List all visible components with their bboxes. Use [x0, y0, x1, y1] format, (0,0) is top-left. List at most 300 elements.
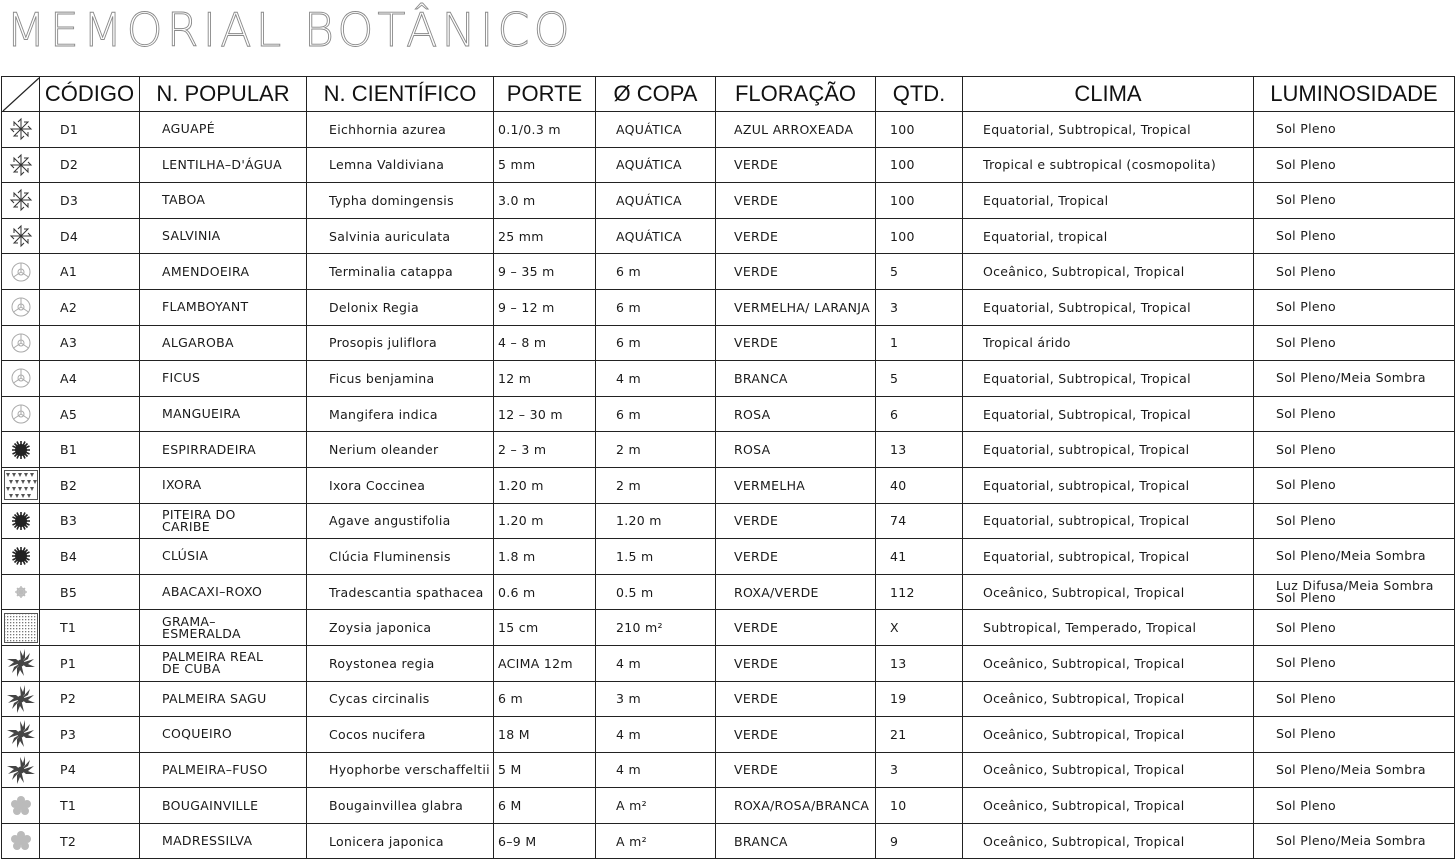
cell-cientifico: Lemna Valdiviana: [307, 147, 494, 183]
symbol-cell: [2, 361, 40, 397]
table-row: [2, 361, 1455, 397]
cell-porte: 12 m: [494, 361, 596, 397]
cell-cientifico: Ficus benjamina: [307, 361, 494, 397]
cell-floracao: VERDE: [716, 325, 876, 361]
cell-clima: Equatorial, Subtropical, Tropical: [963, 361, 1254, 397]
cell-cientifico: Terminalia catappa: [307, 254, 494, 290]
cell-porte: 6 M: [494, 788, 596, 824]
cell-cientifico: Eichhornia azurea: [307, 112, 494, 148]
cell-cientifico: Prosopis juliflora: [307, 325, 494, 361]
cell-qtd: 21: [876, 717, 963, 753]
cell-luminosidade: [1254, 645, 1455, 681]
cell-qtd: 74: [876, 503, 963, 539]
cell-codigo: D2: [40, 147, 140, 183]
cell-porte: 18 M: [494, 717, 596, 753]
cell-codigo: B3: [40, 503, 140, 539]
table-row: [2, 289, 1455, 325]
cell-copa: 1.20 m: [596, 503, 716, 539]
cell-popular-text: SALVINIA: [162, 228, 221, 244]
cell-popular-text: BOUGAINVILLE: [162, 797, 259, 813]
cell-copa: AQUÁTICA: [596, 147, 716, 183]
diagonal-line-icon: [2, 77, 40, 112]
cell-floracao: BRANCA: [716, 823, 876, 859]
header-popular: N. POPULAR: [140, 77, 307, 112]
symbol-cell: [2, 788, 40, 824]
cell-floracao: VERDE: [716, 539, 876, 575]
cell-popular-text: PALMEIRA REAL DE CUBA: [162, 649, 264, 677]
cell-luminosidade: [1254, 396, 1455, 432]
cell-clima: Equatorial, Tropical: [963, 183, 1254, 219]
cell-floracao: VERMELHA/ LARANJA: [716, 289, 876, 325]
cell-luminosidade: [1254, 183, 1455, 219]
aquatic-plant-icon: [2, 117, 39, 141]
cell-copa: 4 m: [596, 361, 716, 397]
cell-luminosidade: [1254, 788, 1455, 824]
cell-popular-text: IXORA: [162, 477, 202, 493]
table-row: [2, 823, 1455, 859]
cell-copa: 6 m: [596, 325, 716, 361]
cell-clima: Oceânico, Subtropical, Tropical: [963, 645, 1254, 681]
cell-qtd: 10: [876, 788, 963, 824]
cell-copa: A m²: [596, 823, 716, 859]
cell-luminosidade-text: Sol Pleno/Meia Sombra: [1276, 548, 1426, 564]
cell-porte: 4 – 8 m: [494, 325, 596, 361]
cell-luminosidade: [1254, 681, 1455, 717]
table-row: [2, 574, 1455, 610]
cell-floracao: ROXA/VERDE: [716, 574, 876, 610]
cell-porte: 0.1/0.3 m: [494, 112, 596, 148]
cell-popular: [140, 183, 307, 219]
cell-porte: 15 cm: [494, 610, 596, 646]
cell-codigo: D1: [40, 112, 140, 148]
cell-porte: 1.20 m: [494, 503, 596, 539]
cell-popular-text: AGUAPÉ: [162, 121, 215, 137]
cell-floracao: VERDE: [716, 254, 876, 290]
cell-porte: 2 – 3 m: [494, 432, 596, 468]
cell-luminosidade-text: Sol Pleno/Meia Sombra: [1276, 370, 1426, 386]
cell-qtd: 19: [876, 681, 963, 717]
cell-codigo: P2: [40, 681, 140, 717]
cell-codigo: A3: [40, 325, 140, 361]
table-row: [2, 610, 1455, 646]
tree-circle-icon: [2, 331, 39, 355]
cell-luminosidade-text: Sol Pleno: [1276, 121, 1336, 137]
header-clima: CLIMA: [963, 77, 1254, 112]
cell-clima: Oceânico, Subtropical, Tropical: [963, 823, 1254, 859]
cell-luminosidade-text: Sol Pleno: [1276, 619, 1336, 635]
cell-popular: [140, 467, 307, 503]
cell-copa: AQUÁTICA: [596, 112, 716, 148]
palm-icon: [2, 755, 39, 785]
cell-copa: A m²: [596, 788, 716, 824]
symbol-cell: [2, 503, 40, 539]
tree-circle-icon: [2, 402, 39, 426]
cell-porte: 6–9 M: [494, 823, 596, 859]
cell-popular-text: MADRESSILVA: [162, 833, 253, 849]
cell-copa: 1.5 m: [596, 539, 716, 575]
cell-popular-text: FLAMBOYANT: [162, 299, 249, 315]
cell-cientifico: Hyophorbe verschaffeltii: [307, 752, 494, 788]
cell-clima: Oceânico, Subtropical, Tropical: [963, 717, 1254, 753]
cell-floracao: ROXA/ROSA/BRANCA: [716, 788, 876, 824]
cell-cientifico: Roystonea regia: [307, 645, 494, 681]
cell-codigo: A1: [40, 254, 140, 290]
table-row: [2, 218, 1455, 254]
cell-popular-text: TABOA: [162, 192, 206, 208]
cell-codigo: P1: [40, 645, 140, 681]
cell-popular: [140, 681, 307, 717]
cell-cientifico: Delonix Regia: [307, 289, 494, 325]
cell-porte: 5 mm: [494, 147, 596, 183]
cell-qtd: 1: [876, 325, 963, 361]
cell-luminosidade: [1254, 467, 1455, 503]
table-row: [2, 147, 1455, 183]
table-row: [2, 183, 1455, 219]
symbol-cell: [2, 254, 40, 290]
cell-floracao: ROSA: [716, 432, 876, 468]
cell-qtd: 5: [876, 361, 963, 397]
cell-popular: [140, 218, 307, 254]
cell-cientifico: Agave angustifolia: [307, 503, 494, 539]
table-row: [2, 752, 1455, 788]
cell-luminosidade: [1254, 289, 1455, 325]
cell-porte: 1.20 m: [494, 467, 596, 503]
symbol-cell: [2, 574, 40, 610]
cell-floracao: VERDE: [716, 645, 876, 681]
cell-clima: Oceânico, Subtropical, Tropical: [963, 752, 1254, 788]
header-porte: PORTE: [494, 77, 596, 112]
cell-popular-text: GRAMA–ESMERALDA: [162, 613, 241, 641]
shrub-dark-icon: [2, 544, 39, 568]
palm-icon: [2, 719, 39, 749]
cell-cientifico: Cocos nucifera: [307, 717, 494, 753]
cell-clima: Tropical e subtropical (cosmopolita): [963, 147, 1254, 183]
symbol-cell: [2, 112, 40, 148]
hatch-triangles-icon: [2, 470, 39, 500]
cell-copa: AQUÁTICA: [596, 183, 716, 219]
cell-popular-text: ALGAROBA: [162, 334, 234, 350]
cell-luminosidade: [1254, 574, 1455, 610]
header-luminosidade: LUMINOSIDADE: [1254, 77, 1455, 112]
cell-popular-text: PITEIRA DO CARIBE: [162, 506, 236, 534]
cell-qtd: 100: [876, 112, 963, 148]
cell-popular: [140, 645, 307, 681]
cell-floracao: VERDE: [716, 717, 876, 753]
cell-codigo: B2: [40, 467, 140, 503]
cell-qtd: 13: [876, 432, 963, 468]
cell-luminosidade: [1254, 752, 1455, 788]
cell-luminosidade: [1254, 823, 1455, 859]
cell-copa: 2 m: [596, 432, 716, 468]
cell-popular-text: FICUS: [162, 370, 201, 386]
cell-popular: [140, 361, 307, 397]
aquatic-plant-icon: [2, 153, 39, 177]
cell-porte: 1.8 m: [494, 539, 596, 575]
cell-porte: 9 – 35 m: [494, 254, 596, 290]
palm-icon: [2, 684, 39, 714]
cell-floracao: VERDE: [716, 218, 876, 254]
cell-popular: [140, 254, 307, 290]
cell-codigo: T2: [40, 823, 140, 859]
cell-luminosidade-text: Sol Pleno: [1276, 512, 1336, 528]
cell-qtd: 13: [876, 645, 963, 681]
table-row: [2, 467, 1455, 503]
symbol-cell: [2, 645, 40, 681]
cell-clima: Subtropical, Temperado, Tropical: [963, 610, 1254, 646]
table-row: [2, 539, 1455, 575]
cell-qtd: 100: [876, 218, 963, 254]
cell-copa: 4 m: [596, 717, 716, 753]
cell-luminosidade: [1254, 325, 1455, 361]
cell-luminosidade: [1254, 717, 1455, 753]
cell-qtd: X: [876, 610, 963, 646]
cell-popular-text: AMENDOEIRA: [162, 263, 250, 279]
cell-copa: 210 m²: [596, 610, 716, 646]
cell-codigo: T1: [40, 610, 140, 646]
cell-luminosidade: [1254, 610, 1455, 646]
table-row: [2, 325, 1455, 361]
cell-copa: 6 m: [596, 254, 716, 290]
cell-luminosidade-text: Sol Pleno: [1276, 441, 1336, 457]
cell-qtd: 3: [876, 289, 963, 325]
cell-luminosidade-text: Sol Pleno: [1276, 263, 1336, 279]
cell-cientifico: Bougainvillea glabra: [307, 788, 494, 824]
cell-qtd: 40: [876, 467, 963, 503]
cell-clima: Oceânico, Subtropical, Tropical: [963, 788, 1254, 824]
cell-copa: 2 m: [596, 467, 716, 503]
botanical-table: [1, 76, 1455, 859]
cell-clima: Equatorial, subtropical, Tropical: [963, 467, 1254, 503]
cell-clima: Equatorial, Subtropical, Tropical: [963, 289, 1254, 325]
cell-luminosidade-text: Sol Pleno: [1276, 655, 1336, 671]
aquatic-plant-icon: [2, 224, 39, 248]
cell-clima: Oceânico, Subtropical, Tropical: [963, 681, 1254, 717]
cell-popular-text: PALMEIRA–FUSO: [162, 761, 268, 777]
cell-cientifico: Nerium oleander: [307, 432, 494, 468]
cell-luminosidade-text: Sol Pleno: [1276, 192, 1336, 208]
header-codigo: CÓDIGO: [40, 77, 140, 112]
symbol-cell: [2, 610, 40, 646]
cell-qtd: 100: [876, 183, 963, 219]
cell-clima: Equatorial, Subtropical, Tropical: [963, 112, 1254, 148]
cell-qtd: 9: [876, 823, 963, 859]
cell-floracao: VERDE: [716, 147, 876, 183]
cell-clima: Tropical árido: [963, 325, 1254, 361]
cell-luminosidade-text: Sol Pleno: [1276, 406, 1336, 422]
cell-codigo: B1: [40, 432, 140, 468]
cell-popular: [140, 289, 307, 325]
cell-floracao: VERDE: [716, 183, 876, 219]
cell-popular: [140, 147, 307, 183]
cell-popular: [140, 539, 307, 575]
symbol-cell: [2, 289, 40, 325]
table-row: [2, 432, 1455, 468]
table-row: [2, 503, 1455, 539]
cell-luminosidade: [1254, 254, 1455, 290]
cell-luminosidade-text: Sol Pleno: [1276, 156, 1336, 172]
cell-qtd: 100: [876, 147, 963, 183]
cell-qtd: 41: [876, 539, 963, 575]
tree-circle-icon: [2, 260, 39, 284]
cell-cientifico: Typha domingensis: [307, 183, 494, 219]
cell-floracao: VERDE: [716, 503, 876, 539]
cell-luminosidade: [1254, 218, 1455, 254]
symbol-cell: [2, 147, 40, 183]
flower-cluster-icon: [2, 829, 39, 853]
cell-clima: Equatorial, subtropical, Tropical: [963, 432, 1254, 468]
symbol-cell: [2, 325, 40, 361]
header-row: [2, 77, 1455, 112]
table-row: [2, 112, 1455, 148]
cell-cientifico: Zoysia japonica: [307, 610, 494, 646]
cell-cientifico: Cycas circinalis: [307, 681, 494, 717]
symbol-cell: [2, 218, 40, 254]
table-row: [2, 681, 1455, 717]
cell-popular-text: MANGUEIRA: [162, 406, 241, 422]
cell-copa: 0.5 m: [596, 574, 716, 610]
cell-luminosidade: [1254, 503, 1455, 539]
symbol-cell: [2, 681, 40, 717]
cell-floracao: VERMELHA: [716, 467, 876, 503]
cell-popular: [140, 717, 307, 753]
cell-porte: 0.6 m: [494, 574, 596, 610]
cell-cientifico: Ixora Coccinea: [307, 467, 494, 503]
cell-popular: [140, 503, 307, 539]
cell-cientifico: Salvinia auriculata: [307, 218, 494, 254]
cell-porte: 3.0 m: [494, 183, 596, 219]
cell-popular: [140, 788, 307, 824]
cell-codigo: A5: [40, 396, 140, 432]
symbol-cell: [2, 823, 40, 859]
cell-clima: Oceânico, Subtropical, Tropical: [963, 574, 1254, 610]
symbol-cell: [2, 396, 40, 432]
symbol-header: [2, 77, 40, 112]
cell-cientifico: Mangifera indica: [307, 396, 494, 432]
tree-circle-icon: [2, 295, 39, 319]
cell-copa: 3 m: [596, 681, 716, 717]
cell-luminosidade-text: Sol Pleno: [1276, 334, 1336, 350]
cell-copa: 4 m: [596, 752, 716, 788]
cell-luminosidade-text: Sol Pleno: [1276, 477, 1336, 493]
cell-luminosidade-text: Luz Difusa/Meia Sombra Sol Pleno: [1276, 578, 1434, 606]
cell-codigo: T1: [40, 788, 140, 824]
header-copa: Ø COPA: [596, 77, 716, 112]
cell-floracao: ROSA: [716, 396, 876, 432]
cell-popular: [140, 325, 307, 361]
symbol-cell: [2, 467, 40, 503]
flower-cluster-icon: [2, 794, 39, 818]
cell-popular-text: ESPIRRADEIRA: [162, 441, 257, 457]
cell-popular: [140, 396, 307, 432]
cell-floracao: VERDE: [716, 681, 876, 717]
cell-clima: Oceânico, Subtropical, Tropical: [963, 254, 1254, 290]
cell-qtd: 112: [876, 574, 963, 610]
cell-luminosidade: [1254, 147, 1455, 183]
cell-codigo: P4: [40, 752, 140, 788]
cell-clima: Equatorial, tropical: [963, 218, 1254, 254]
table-row: [2, 254, 1455, 290]
tree-circle-icon: [2, 366, 39, 390]
cell-porte: 9 – 12 m: [494, 289, 596, 325]
cell-porte: 25 mm: [494, 218, 596, 254]
cell-popular-text: COQUEIRO: [162, 726, 233, 742]
cell-luminosidade: [1254, 112, 1455, 148]
cell-codigo: D3: [40, 183, 140, 219]
table-row: [2, 788, 1455, 824]
cell-floracao: AZUL ARROXEADA: [716, 112, 876, 148]
hatch-dots-icon: [2, 613, 39, 643]
cell-luminosidade-text: Sol Pleno: [1276, 797, 1336, 813]
cell-porte: 5 M: [494, 752, 596, 788]
shrub-dark-icon: [2, 509, 39, 533]
cell-copa: 6 m: [596, 289, 716, 325]
cell-clima: Equatorial, subtropical, Tropical: [963, 539, 1254, 575]
cell-clima: Equatorial, subtropical, Tropical: [963, 503, 1254, 539]
shrub-light-icon: [2, 580, 39, 604]
cell-popular-text: ABACAXI–ROXO: [162, 584, 263, 600]
cell-porte: 6 m: [494, 681, 596, 717]
cell-codigo: D4: [40, 218, 140, 254]
cell-popular: [140, 610, 307, 646]
symbol-cell: [2, 183, 40, 219]
cell-luminosidade-text: Sol Pleno/Meia Sombra: [1276, 833, 1426, 849]
cell-popular-text: PALMEIRA SAGU: [162, 690, 267, 706]
header-cientifico: N. CIENTÍFICO: [307, 77, 494, 112]
shrub-dark-icon: [2, 438, 39, 462]
cell-popular: [140, 112, 307, 148]
table-row: [2, 717, 1455, 753]
symbol-cell: [2, 717, 40, 753]
cell-porte: 12 – 30 m: [494, 396, 596, 432]
cell-codigo: A4: [40, 361, 140, 397]
cell-luminosidade-text: Sol Pleno/Meia Sombra: [1276, 761, 1426, 777]
cell-copa: 4 m: [596, 645, 716, 681]
cell-cientifico: Lonicera japonica: [307, 823, 494, 859]
cell-popular: [140, 752, 307, 788]
symbol-cell: [2, 432, 40, 468]
cell-copa: AQUÁTICA: [596, 218, 716, 254]
header-qtd: QTD.: [876, 77, 963, 112]
cell-porte: ACIMA 12m: [494, 645, 596, 681]
cell-codigo: B4: [40, 539, 140, 575]
cell-floracao: VERDE: [716, 752, 876, 788]
cell-popular-text: LENTILHA–D'ÁGUA: [162, 156, 282, 172]
cell-luminosidade: [1254, 361, 1455, 397]
cell-floracao: BRANCA: [716, 361, 876, 397]
cell-luminosidade: [1254, 539, 1455, 575]
cell-floracao: VERDE: [716, 610, 876, 646]
cell-popular: [140, 432, 307, 468]
cell-clima: Equatorial, Subtropical, Tropical: [963, 396, 1254, 432]
cell-popular: [140, 574, 307, 610]
header-floracao: FLORAÇÃO: [716, 77, 876, 112]
cell-popular-text: CLÚSIA: [162, 548, 209, 564]
symbol-cell: [2, 752, 40, 788]
cell-codigo: B5: [40, 574, 140, 610]
table-row: [2, 396, 1455, 432]
cell-cientifico: Clúcia Fluminensis: [307, 539, 494, 575]
table-row: [2, 645, 1455, 681]
cell-luminosidade: [1254, 432, 1455, 468]
cell-qtd: 6: [876, 396, 963, 432]
cell-cientifico: Tradescantia spathacea: [307, 574, 494, 610]
cell-luminosidade-text: Sol Pleno: [1276, 299, 1336, 315]
cell-codigo: P3: [40, 717, 140, 753]
cell-qtd: 5: [876, 254, 963, 290]
cell-luminosidade-text: Sol Pleno: [1276, 726, 1336, 742]
aquatic-plant-icon: [2, 188, 39, 212]
cell-codigo: A2: [40, 289, 140, 325]
